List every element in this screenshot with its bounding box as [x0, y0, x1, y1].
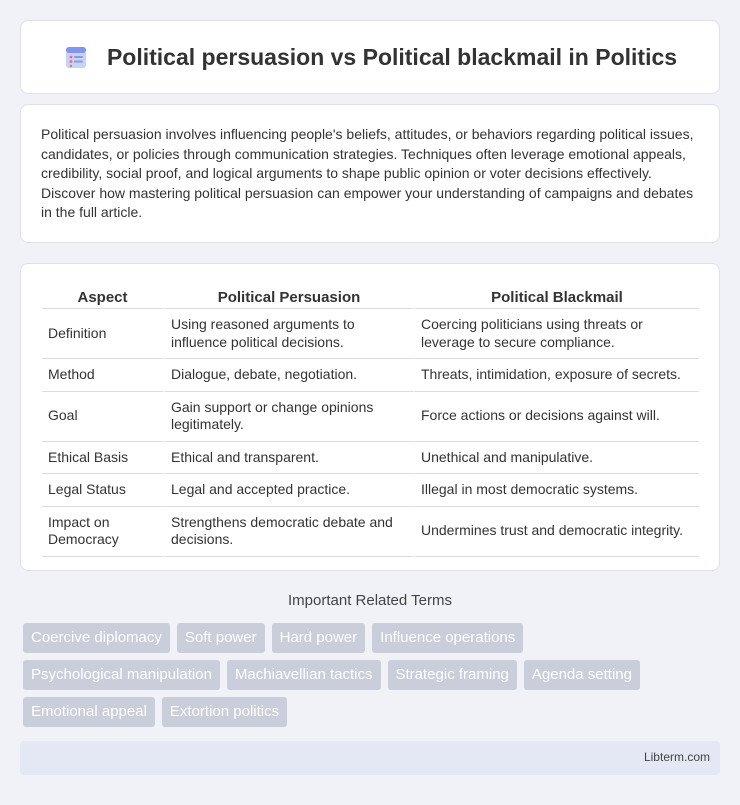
related-terms-list [23, 623, 703, 727]
comparison-table-card [20, 263, 720, 571]
related-term-tag[interactable]: Emotional appeal [23, 697, 155, 727]
table-row [42, 507, 699, 557]
related-term-tag[interactable]: Psychological manipulation [23, 660, 220, 690]
table-row [42, 392, 699, 442]
related-terms-title: Important Related Terms [288, 592, 452, 609]
footer [20, 741, 720, 775]
related-term-tag[interactable]: Hard power [272, 623, 366, 653]
table-cell-persuasion: Ethical and transparent. [163, 442, 413, 475]
table-cell-blackmail: Illegal in most democratic systems. [413, 474, 699, 507]
document-list-icon [63, 44, 89, 70]
table-cell-persuasion: Gain support or change opinions legitimately. [163, 392, 413, 442]
related-term-tag[interactable]: Agenda setting [524, 660, 640, 690]
page-title: Political persuasion vs Political blackmail in Politics [106, 43, 678, 70]
table-cell-aspect: Goal [42, 392, 163, 442]
related-term-tag[interactable]: Influence operations [372, 623, 523, 653]
table-cell-blackmail: Threats, intimidation, exposure of secrets. [413, 359, 699, 392]
table-cell-persuasion: Using reasoned arguments to influence political decisions. [163, 309, 413, 359]
related-term-tag[interactable]: Soft power [177, 623, 265, 653]
table-cell-blackmail: Undermines trust and democratic integrity. [413, 507, 699, 557]
footer-site-link[interactable]: Libterm.com [643, 750, 710, 764]
table-cell-aspect: Ethical Basis [42, 442, 163, 475]
table-cell-blackmail: Force actions or decisions against will. [413, 392, 699, 442]
related-term-tag[interactable]: Coercive diplomacy [23, 623, 170, 653]
table-row [42, 309, 699, 359]
table-cell-persuasion: Strengthens democratic debate and decisions. [163, 507, 413, 557]
intro-section [20, 104, 720, 243]
table-cell-blackmail: Unethical and manipulative. [413, 442, 699, 475]
column-header-aspect: Aspect [42, 280, 163, 309]
table-cell-aspect: Impact on Democracy [42, 507, 163, 557]
column-header-blackmail: Political Blackmail [413, 280, 699, 309]
table-cell-persuasion: Dialogue, debate, negotiation. [163, 359, 413, 392]
comparison-table [42, 280, 699, 557]
table-header-row [42, 280, 699, 309]
intro-text: Political persuasion involves influencing people's beliefs, attitudes, or behaviors regarding political issues, candidates, or policies through communication strategies. Techniques often leverage emotional appeals, credibility, social proof, and logical arguments to shape public opinion or voter decisions effectively. Discover how mastering political persuasion can empower your understanding of campaigns and debates in the full article. [41, 126, 694, 221]
table-row [42, 442, 699, 475]
related-term-tag[interactable]: Extortion politics [162, 697, 287, 727]
table-cell-aspect: Legal Status [42, 474, 163, 507]
table-row [42, 359, 699, 392]
table-row [42, 474, 699, 507]
related-term-tag[interactable]: Machiavellian tactics [227, 660, 381, 690]
column-header-persuasion: Political Persuasion [163, 280, 413, 309]
table-cell-persuasion: Legal and accepted practice. [163, 474, 413, 507]
related-term-tag[interactable]: Strategic framing [388, 660, 517, 690]
table-cell-blackmail: Coercing politicians using threats or leverage to secure compliance. [413, 309, 699, 359]
table-cell-aspect: Definition [42, 309, 163, 359]
table-cell-aspect: Method [42, 359, 163, 392]
page-header [20, 20, 720, 94]
